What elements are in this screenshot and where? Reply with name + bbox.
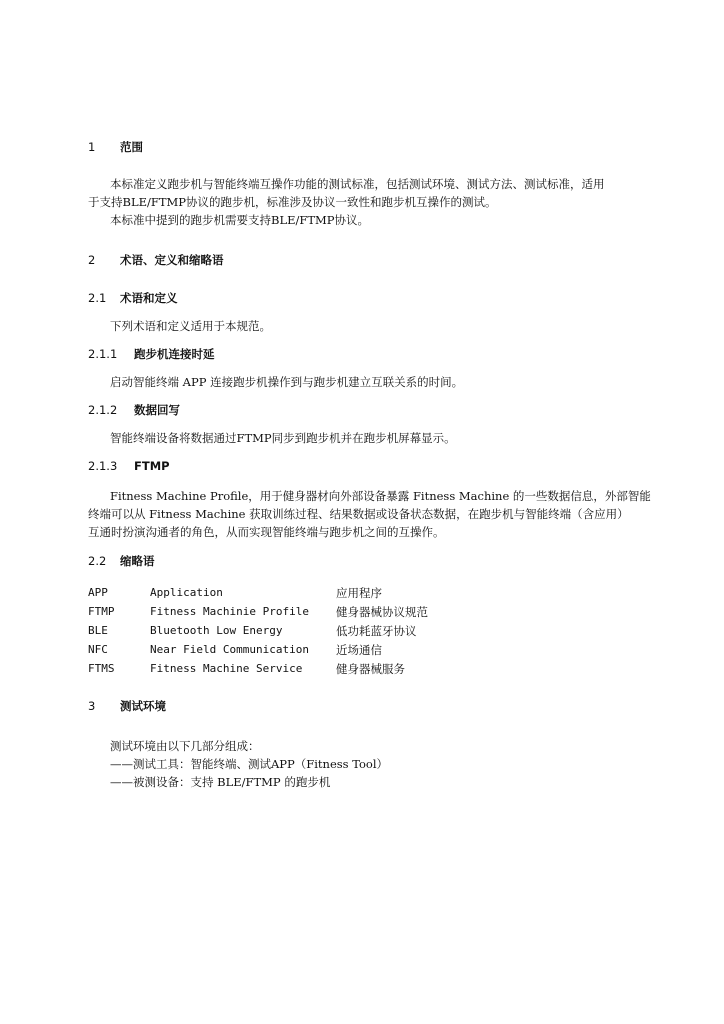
section-3-item-1: ——测试工具：智能终端、测试APP（Fitness Tool） (110, 757, 389, 771)
fullname-cell: Near Field Communication (150, 643, 309, 656)
section-2-1-heading (88, 290, 178, 306)
section-1-para-1-line-1: 本标准定义跑步机与智能终端互操作功能的测试标准，包括测试环境、测试方法、测试标准，适用 (110, 177, 605, 191)
section-2-1-2-title: 数据回写 (134, 403, 180, 417)
section-2-1-2-number: 2.1.2 (88, 403, 118, 417)
chinese-cell: 低功耗蓝牙协议 (336, 623, 417, 638)
section-2-title: 术语、定义和缩略语 (120, 253, 224, 267)
abbr-cell: FTMP (88, 605, 115, 618)
section-2-2-title: 缩略语 (120, 554, 155, 568)
section-2-1-1-number: 2.1.1 (88, 347, 118, 361)
abbr-cell: NFC (88, 643, 108, 656)
section-3-item-2: ——被测设备：支持 BLE/FTMP 的跑步机 (110, 775, 331, 789)
section-2-1-2-text: 智能终端设备将数据通过FTMP同步到跑步机并在跑步机屏幕显示。 (110, 431, 456, 445)
section-2-1-3-heading (88, 459, 170, 473)
section-2-1-1-heading (88, 346, 215, 362)
section-2-1-3-line-2: 终端可以从 Fitness Machine 获取训练过程、结果数据或设备状态数据，在跑步机与智能终端（含应用） (88, 507, 629, 521)
chinese-cell: 健身器械协议规范 (336, 604, 428, 619)
table-row (88, 659, 428, 678)
abbr-cell: BLE (88, 624, 108, 637)
chinese-cell: 近场通信 (336, 642, 382, 657)
section-2-2-heading (88, 553, 155, 569)
section-1-number: 1 (88, 140, 96, 154)
chinese-cell: 健身器械服务 (336, 661, 405, 676)
section-2-1-3-title: FTMP (134, 459, 170, 473)
section-2-1-2-heading (88, 402, 180, 418)
section-2-1-number: 2.1 (88, 291, 107, 305)
section-2-heading (88, 252, 224, 268)
section-3-intro: 测试环境由以下几部分组成： (110, 739, 260, 753)
table-row (88, 583, 428, 602)
section-3-heading (88, 698, 166, 714)
fullname-cell: Fitness Machine Service (150, 662, 303, 675)
table-row (88, 602, 428, 621)
section-1-heading (88, 139, 143, 155)
section-3-number: 3 (88, 699, 96, 713)
table-row (88, 621, 428, 640)
section-2-number: 2 (88, 253, 96, 267)
section-3-title: 测试环境 (120, 699, 166, 713)
chinese-cell: 应用程序 (336, 585, 382, 600)
section-2-2-number: 2.2 (88, 554, 107, 568)
abbreviations-table (88, 583, 428, 678)
section-1-title: 范围 (120, 140, 143, 154)
section-2-1-3-line-3: 互通时扮演沟通者的角色，从而实现智能终端与跑步机之间的互操作。 (88, 525, 445, 539)
section-1-para-1-line-2: 于支持BLE/FTMP协议的跑步机，标准涉及协议一致性和跑步机互操作的测试。 (88, 195, 497, 209)
abbr-cell: FTMS (88, 662, 115, 675)
fullname-cell: Bluetooth Low Energy (150, 624, 283, 637)
section-1-para-2: 本标准中提到的跑步机需要支持BLE/FTMP协议。 (110, 213, 370, 227)
fullname-cell: Application (150, 586, 223, 599)
section-2-1-text: 下列术语和定义适用于本规范。 (110, 319, 271, 333)
section-2-1-3-line-1: Fitness Machine Profile，用于健身器材向外部设备暴露 Fitness Machine 的一些数据信息，外部智能 (110, 489, 651, 503)
section-2-1-3-number: 2.1.3 (88, 459, 118, 473)
section-2-1-1-title: 跑步机连接时延 (134, 347, 215, 361)
fullname-cell: Fitness Machinie Profile (150, 605, 309, 618)
abbr-cell: APP (88, 586, 108, 599)
section-2-1-title: 术语和定义 (120, 291, 178, 305)
table-row (88, 640, 428, 659)
section-2-1-1-text: 启动智能终端 APP 连接跑步机操作到与跑步机建立互联关系的时间。 (110, 375, 464, 389)
